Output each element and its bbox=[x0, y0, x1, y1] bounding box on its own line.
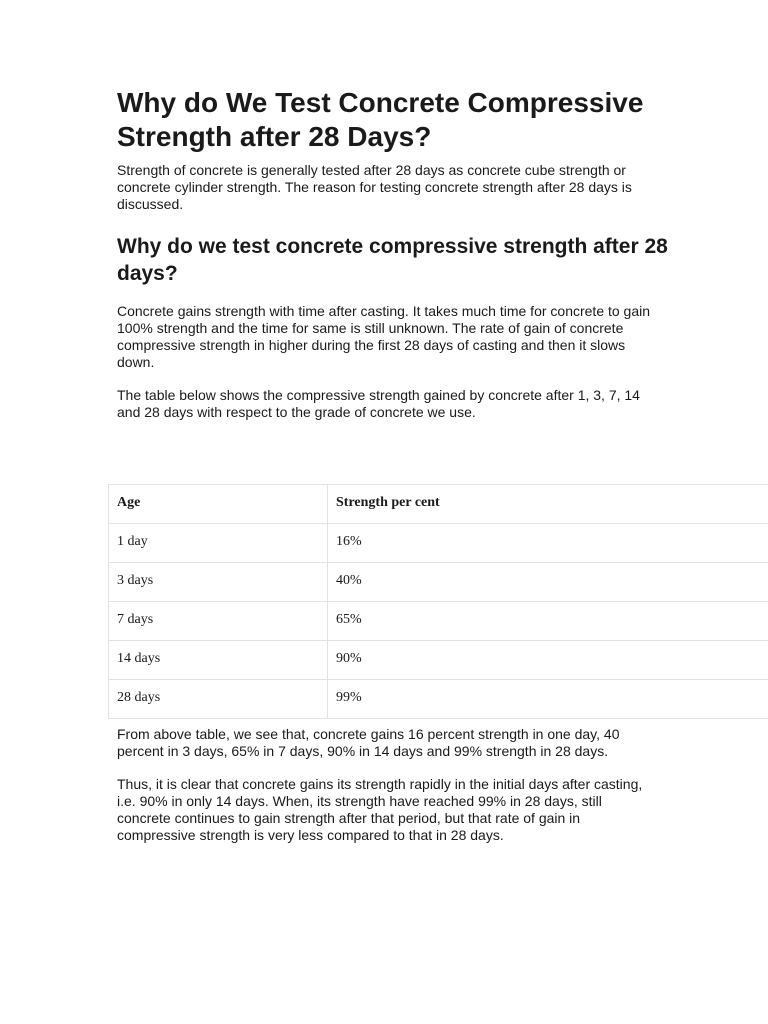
table-header-cell: Strength per cent bbox=[328, 485, 768, 524]
table-cell-strength: 65% bbox=[328, 602, 768, 641]
strength-table bbox=[108, 484, 768, 719]
table-row bbox=[109, 641, 768, 680]
paragraph-table-intro: The table below shows the compressive strength gained by concrete after 1, 3, 7, 14 and 28 days with respect to the grade of concrete we use. bbox=[117, 387, 640, 420]
table-header-row bbox=[109, 485, 768, 524]
table-cell-age: 1 day bbox=[109, 524, 328, 563]
table-cell-strength: 99% bbox=[328, 680, 768, 719]
table-row bbox=[109, 602, 768, 641]
table-cell-strength: 40% bbox=[328, 563, 768, 602]
table-row bbox=[109, 563, 768, 602]
paragraph-strength-gain: Concrete gains strength with time after casting. It takes much time for concrete to gain 100% strength and the time for same is still unknown. The rate of gain of concrete compressive strength in higher during the first 28 days of casting and then it slows down. bbox=[117, 303, 651, 370]
table-cell-age: 28 days bbox=[109, 680, 328, 719]
section-heading: Why do we test concrete compressive strength after 28 days? bbox=[117, 235, 668, 285]
article-conclusion bbox=[117, 726, 677, 844]
table-cell-age: 14 days bbox=[109, 641, 328, 680]
paragraph-conclusion: Thus, it is clear that concrete gains its strength rapidly in the initial days after casting, i.e. 90% in only 14 days. When, its strength have reached 99% in 28 days, still concrete continues to gain strength after that period, but that rate of gain in compressive strength is very less compared to that in 28 days. bbox=[117, 776, 643, 843]
paragraph-table-summary: From above table, we see that, concrete gains 16 percent strength in one day, 40 percent in 3 days, 65% in 7 days, 90% in 14 days and 99% strength in 28 days. bbox=[117, 726, 620, 759]
strength-table-container bbox=[108, 484, 768, 719]
table-row bbox=[109, 680, 768, 719]
article-body bbox=[117, 86, 677, 421]
table-cell-strength: 90% bbox=[328, 641, 768, 680]
table-cell-age: 3 days bbox=[109, 563, 328, 602]
table-cell-strength: 16% bbox=[328, 524, 768, 563]
page-title: Why do We Test Concrete Compressive Strength after 28 Days? bbox=[117, 87, 644, 152]
table-header-cell: Age bbox=[109, 485, 328, 524]
intro-paragraph: Strength of concrete is generally tested after 28 days as concrete cube strength or concrete cylinder strength. The reason for testing concrete strength after 28 days is discussed. bbox=[117, 162, 632, 212]
table-row bbox=[109, 524, 768, 563]
table-cell-age: 7 days bbox=[109, 602, 328, 641]
